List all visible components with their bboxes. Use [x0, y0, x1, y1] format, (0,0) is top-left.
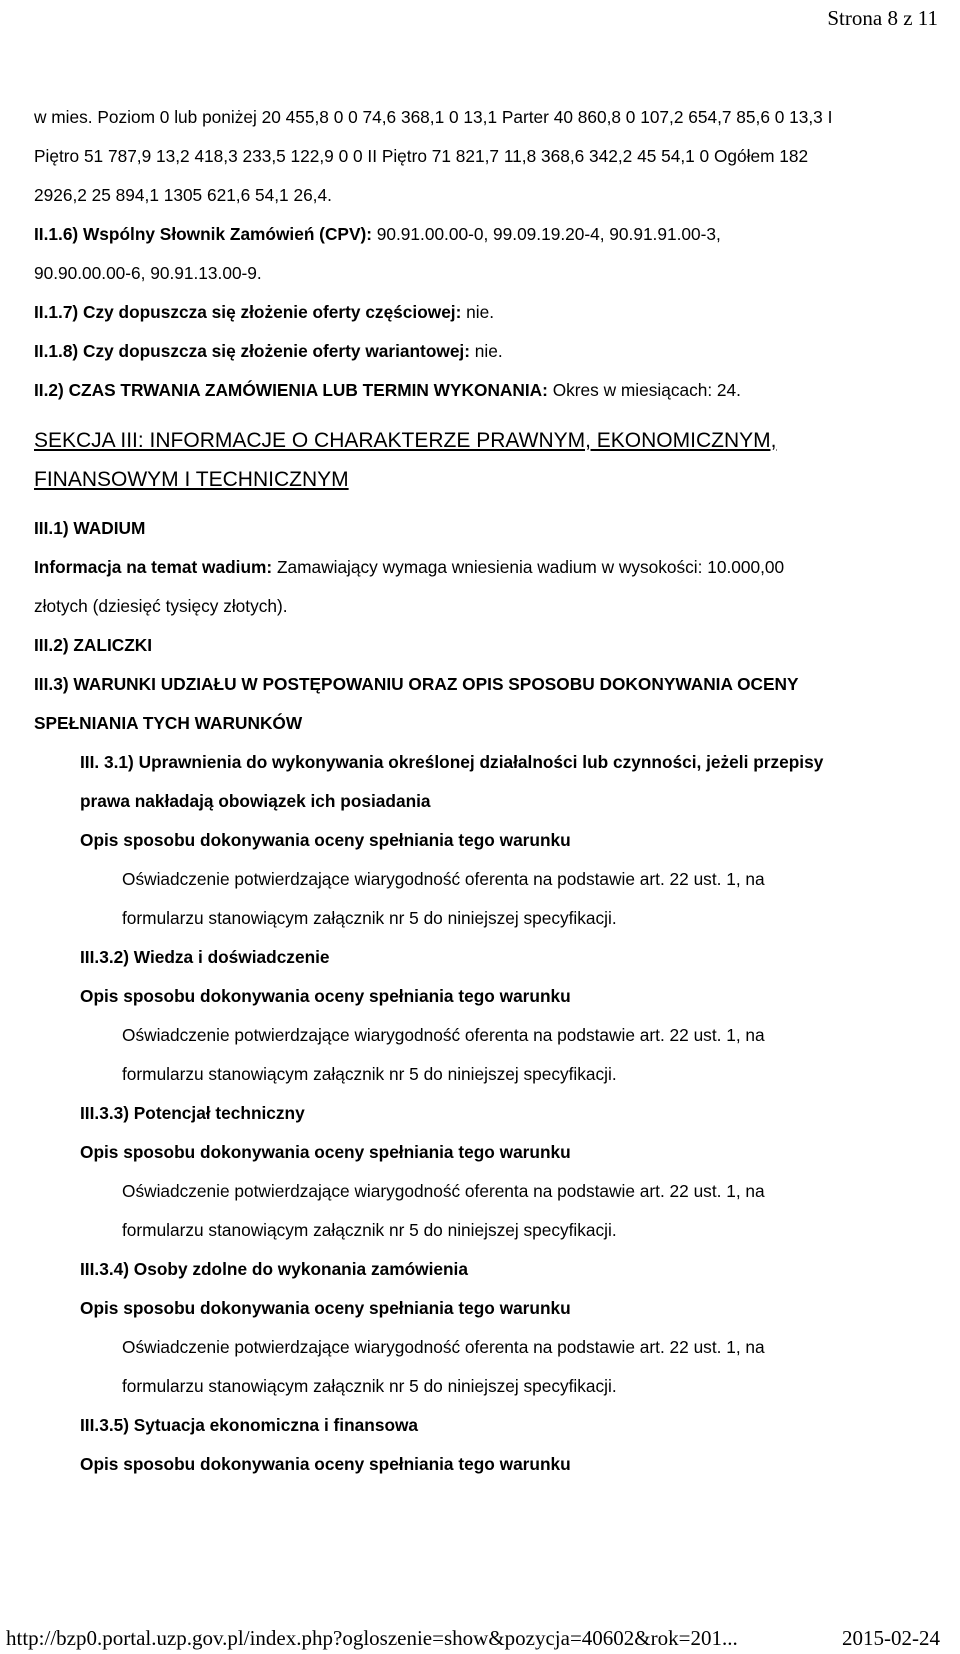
statement-text: formularzu stanowiącym załącznik nr 5 do niniejszej specyfikacji.: [122, 1376, 617, 1396]
footer-date: 2015-02-24: [842, 1626, 940, 1650]
section-title-line: FINANSOWYM I TECHNICZNYM: [34, 468, 349, 491]
cpv-line: [34, 215, 934, 254]
conditions-heading: III.3) WARUNKI UDZIAŁU W POSTĘPOWANIU ORAZ OPIS SPOSOBU DOKONYWANIA OCENY: [34, 674, 799, 694]
subsection-heading: III.3.3) Potencjał techniczny: [80, 1103, 305, 1123]
wadium-value: Zamawiający wymaga wniesienia wadium w wysokości: 10.000,00: [272, 557, 785, 577]
variant-offer-value: nie.: [469, 341, 503, 361]
statement-text: Oświadczenie potwierdzające wiarygodność oferenta na podstawie art. 22 ust. 1, na: [122, 869, 765, 889]
section-title-line: SEKCJA III: INFORMACJE O CHARAKTERZE PRAWNYM, EKONOMICZNYM,: [34, 429, 777, 452]
subsection-heading: III.3.5) Sytuacja ekonomiczna i finansowa: [80, 1415, 419, 1435]
advances-heading: III.2) ZALICZKI: [34, 635, 153, 655]
partial-offer-line: [34, 293, 934, 332]
statement-text: formularzu stanowiącym załącznik nr 5 do niniejszej specyfikacji.: [122, 1220, 617, 1240]
section-title: [34, 421, 934, 499]
intro-line: 2926,2 25 894,1 1305 621,6 54,1 26,4.: [34, 185, 332, 205]
variant-offer-line: [34, 332, 934, 371]
partial-offer-value: nie.: [461, 302, 495, 322]
duration-label: II.2) CZAS TRWANIA ZAMÓWIENIA LUB TERMIN WYKONANIA:: [34, 380, 548, 400]
wadium-heading: III.1) WADIUM: [34, 518, 146, 538]
statement-text: Oświadczenie potwierdzające wiarygodność oferenta na podstawie art. 22 ust. 1, na: [122, 1025, 765, 1045]
statement-text: Oświadczenie potwierdzające wiarygodność oferenta na podstawie art. 22 ust. 1, na: [122, 1337, 765, 1357]
intro-line: Piętro 51 787,9 13,2 418,3 233,5 122,9 0 0 II Piętro 71 821,7 11,8 368,6 342,2 45 54,1 0 Ogółem 182: [34, 146, 809, 166]
duration-value: Okres w miesiącach: 24.: [547, 380, 741, 400]
duration-line: [34, 371, 934, 410]
wadium-line: [34, 548, 934, 587]
page-number: Strona 8 z 11: [827, 6, 938, 30]
statement-text: Oświadczenie potwierdzające wiarygodność oferenta na podstawie art. 22 ust. 1, na: [122, 1181, 765, 1201]
subsection-heading: III.3.2) Wiedza i doświadczenie: [80, 947, 330, 967]
intro-line: w mies. Poziom 0 lub poniżej 20 455,8 0 0 74,6 368,1 0 13,1 Parter 40 860,8 0 107,2 654,7 85,6 0 13,3 I: [34, 107, 833, 127]
variant-offer-label: II.1.8) Czy dopuszcza się złożenie oferty wariantowej:: [34, 341, 470, 361]
cpv-label: II.1.6) Wspólny Słownik Zamówień (CPV):: [34, 224, 372, 244]
subsection-heading: III. 3.1) Uprawnienia do wykonywania określonej działalności lub czynności, jeżeli przepisy: [80, 752, 824, 772]
partial-offer-label: II.1.7) Czy dopuszcza się złożenie oferty częściowej:: [34, 302, 462, 322]
statement-text: formularzu stanowiącym załącznik nr 5 do niniejszej specyfikacji.: [122, 908, 617, 928]
wadium-label: Informacja na temat wadium:: [34, 557, 273, 577]
statement-text: formularzu stanowiącym załącznik nr 5 do niniejszej specyfikacji.: [122, 1064, 617, 1084]
page-footer: [6, 1626, 940, 1651]
conditions-heading-cont: SPEŁNIANIA TYCH WARUNKÓW: [34, 713, 303, 733]
assessment-label: Opis sposobu dokonywania oceny spełniania tego warunku: [80, 1298, 571, 1318]
cpv-value-cont: 90.90.00.00-6, 90.91.13.00-9.: [34, 263, 262, 283]
cpv-value: 90.91.00.00-0, 99.09.19.20-4, 90.91.91.00-3,: [371, 224, 721, 244]
assessment-label: Opis sposobu dokonywania oceny spełniania tego warunku: [80, 830, 571, 850]
assessment-label: Opis sposobu dokonywania oceny spełniania tego warunku: [80, 1142, 571, 1162]
footer-url[interactable]: http://bzp0.portal.uzp.gov.pl/index.php?ogloszenie=show&pozycja=40602&rok=201...: [6, 1626, 738, 1650]
assessment-label: Opis sposobu dokonywania oceny spełniania tego warunku: [80, 986, 571, 1006]
subsection-heading: III.3.4) Osoby zdolne do wykonania zamówienia: [80, 1259, 468, 1279]
assessment-label: Opis sposobu dokonywania oceny spełniania tego warunku: [80, 1454, 571, 1474]
wadium-value-cont: złotych (dziesięć tysięcy złotych).: [34, 596, 288, 616]
subsection-heading-cont: prawa nakładają obowiązek ich posiadania: [80, 791, 431, 811]
document-body: [34, 98, 934, 1484]
